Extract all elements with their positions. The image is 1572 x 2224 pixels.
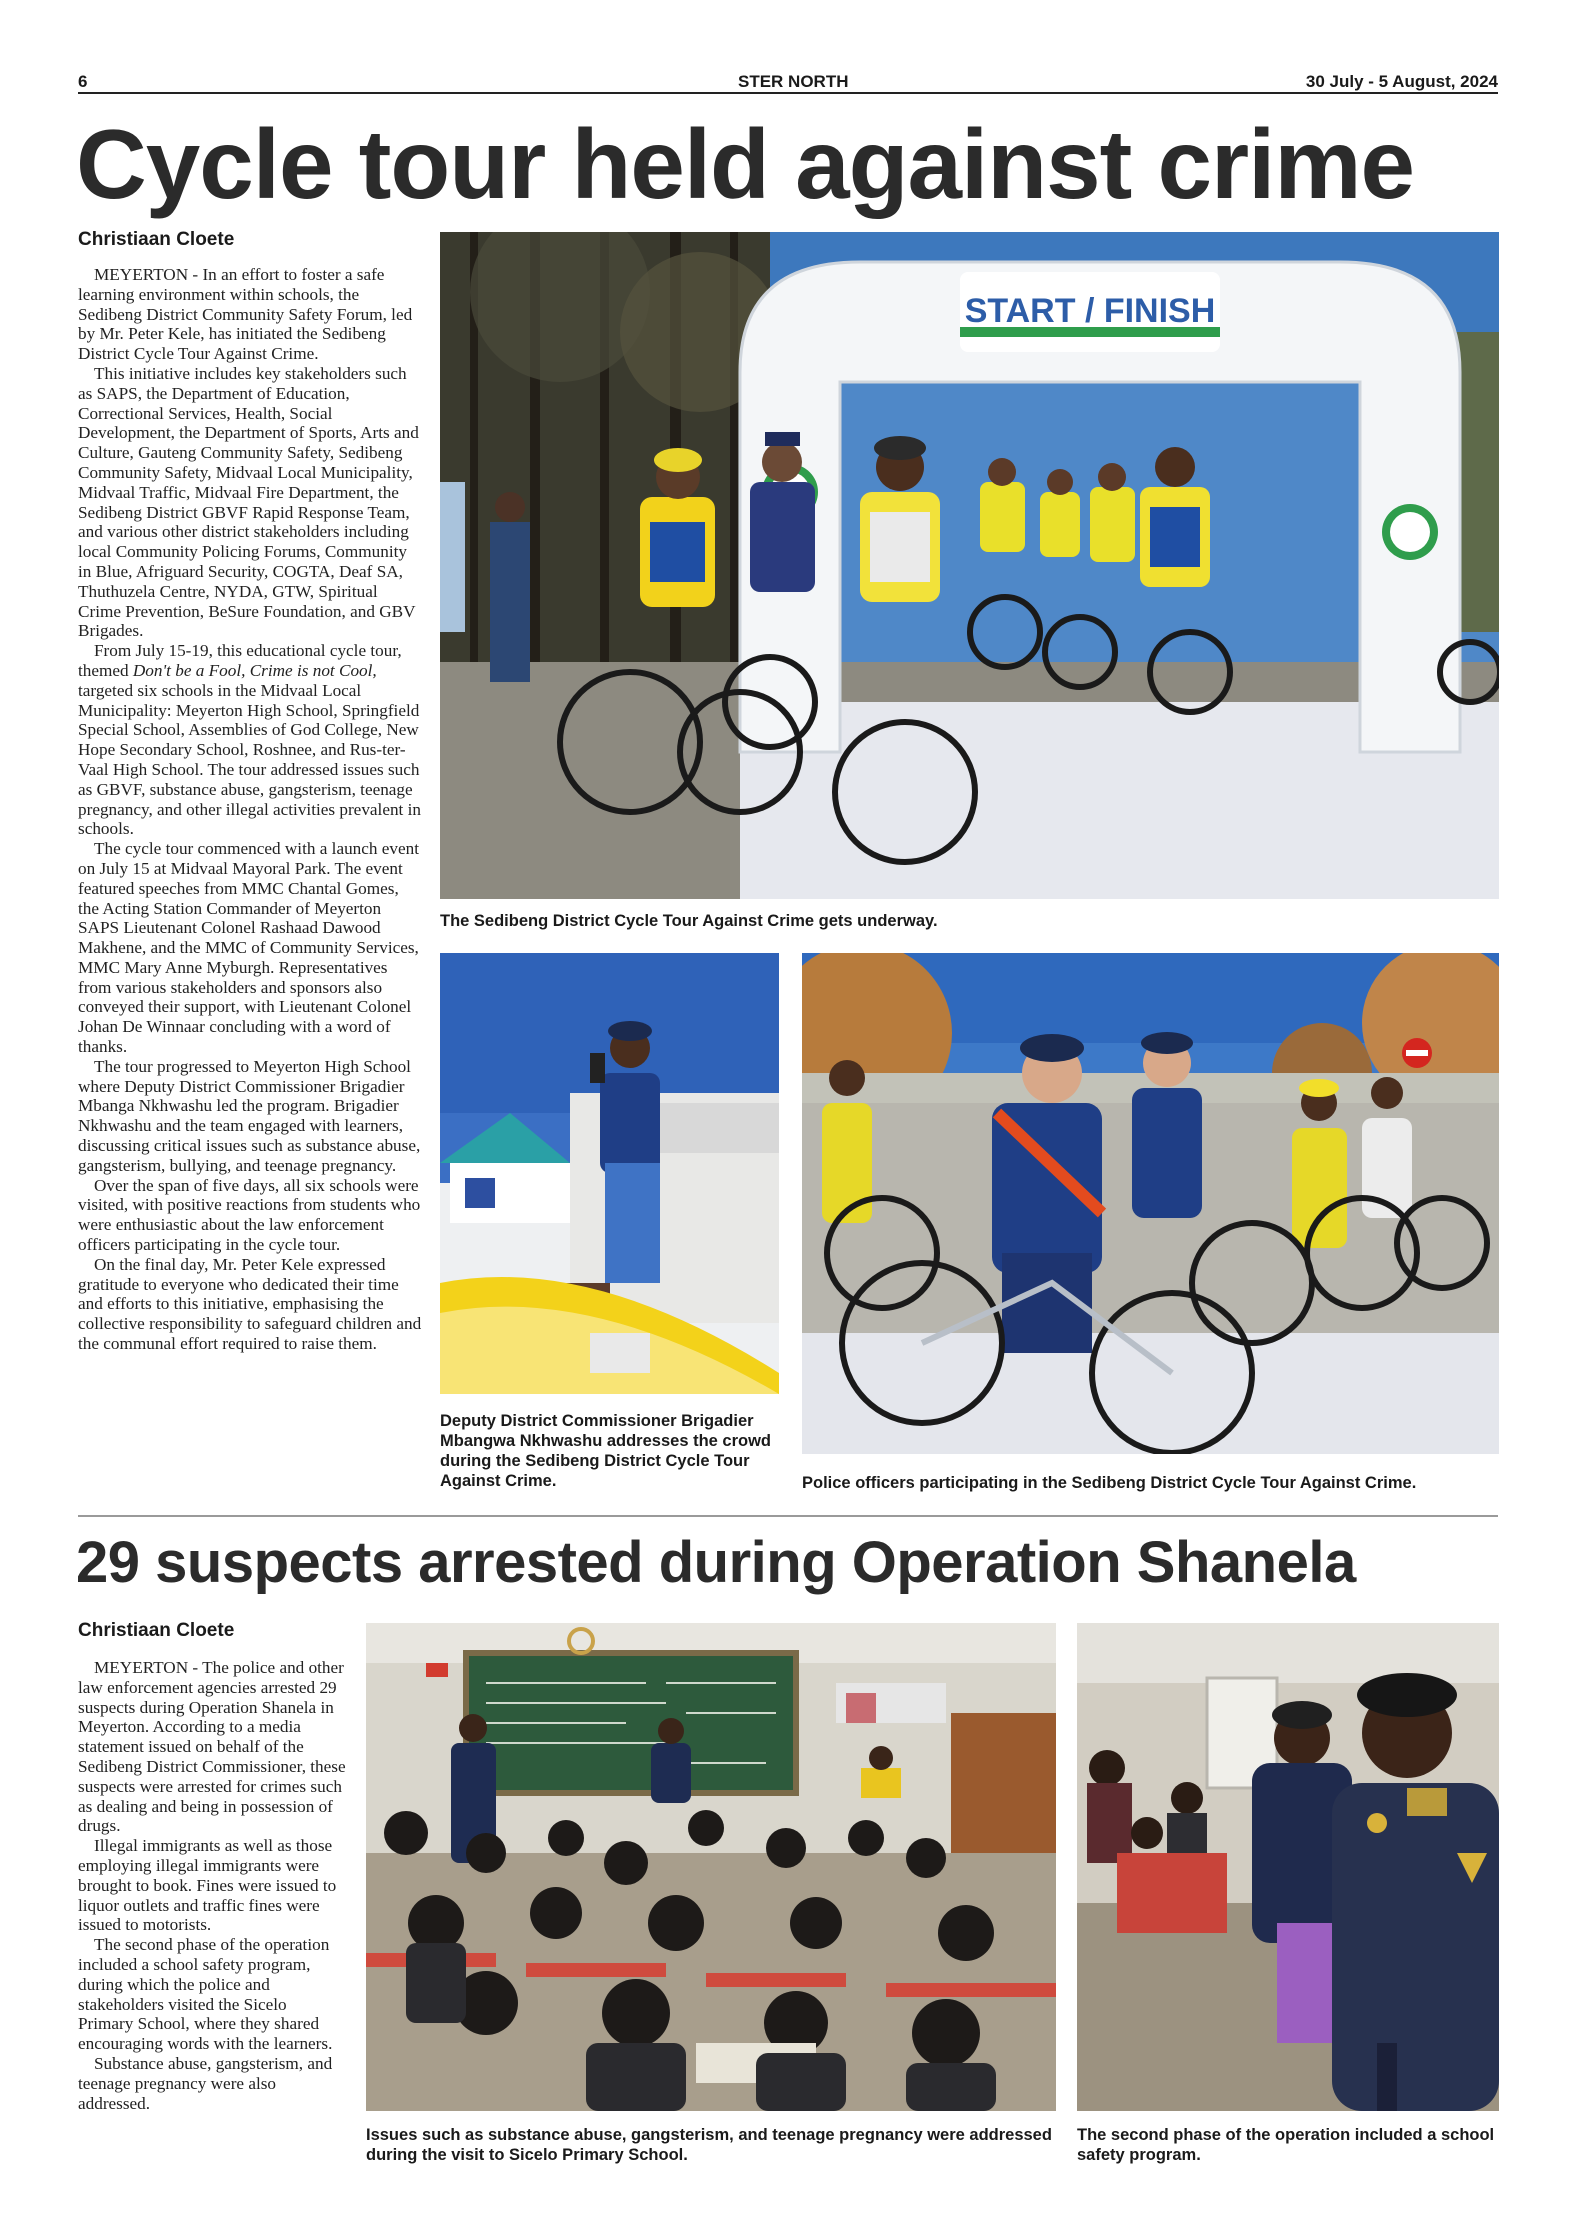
article1-p3-tail: targeted six schools in the Midvaal Local Municipality: Meyerton High School, Springfield Special School, Assemblies of God College, New Hope Secondary School, Roshnee, and Rus-ter-Vaal High School. The tour addressed issues such as GBVF, substance abuse, gangsterism, teenage pregnancy, and other illegal activities prevalent in schools. (78, 680, 421, 839)
tour-theme: Don't be a Fool, Crime is not Cool, (132, 660, 377, 680)
article1-paragraph: The cycle tour commenced with a launch event on July 15 at Midvaal Mayoral Park. The event featured speeches from MMC Chantal Gomes, the Acting Station Commander of Meyerton SAPS Lieutenant Colonel Rashaad Dawood Makhene, and the MMC of Community Services, MMC Mary Anne Myburgh. Representatives from various stakeholders and sponsors also conveyed their support, with Lieutenant Colonel Johan De Winnaar concluding with a word of thanks. (78, 839, 419, 1057)
article1-paragraph: This initiative includes key stakeholders such as SAPS, the Department of Education, Correctional Services, Health, Social Development, the Department of Sports, Arts and Culture, Gauteng Community Safety, Sedibeng Community Safety, Midvaal Local Municipality, Midvaal Traffic, Midvaal Fire Department, the Sedibeng District GBVF Rapid Response Team, and various other district stakeholders including local Community Policing Forums, Community in Blue, Afriguard Security, COGTA, Deaf SA, Thuthuzela Centre, NYDA, GTW, Spiritual Crime Prevention, BeSure Foundation, and GBV Brigades. (78, 363, 419, 641)
article1-paragraph (78, 641, 422, 839)
caption-classroom-photo: Issues such as substance abuse, gangsterism, and teenage pregnancy were addressed during the visit to Sicelo Primary School. (366, 2126, 1052, 2164)
photo-police-officers-cycling (802, 953, 1499, 1454)
article2-paragraph: MEYERTON - The police and other law enforcement agencies arrested 29 suspects during Operation Shanela in Meyerton. According to a media statement issued on behalf of the Sedibeng District Commissioner, these suspects were arrested for crimes such as dealing and being in possession of drugs. (78, 1658, 346, 1836)
photo-classroom-visit (366, 1623, 1056, 2111)
article2-paragraph: The second phase of the operation included a school safety program, during which the police and stakeholders visited the Sicelo Primary School, where they shared encouraging words with the learners. (78, 1935, 333, 2054)
article2-paragraph: Substance abuse, gangsterism, and teenage pregnancy were also addressed. (78, 2053, 333, 2113)
photo-cyclists-start (440, 232, 1499, 899)
article1-p3-lead: From July 15-19, this educational cycle tour, themed (78, 641, 402, 680)
article-divider (78, 1515, 1498, 1517)
caption-right-photo: Police officers participating in the Sedibeng District Cycle Tour Against Crime. (802, 1474, 1417, 1492)
article1-paragraph: The tour progressed to Meyerton High School where Deputy District Commissioner Brigadier Mbanga Nkhwashu led the program. Brigadier Nkhwashu and the team engaged with learners, discussing critical issues such as substance abuse, gangsterism, bullying, and teenage pregnancy. (78, 1056, 421, 1175)
masthead-rule (78, 92, 1498, 94)
article1-byline: Christiaan Cloete (78, 229, 235, 250)
article1-headline: Cycle tour held against crime (76, 109, 1414, 219)
caption-safety-photo: The second phase of the operation included a school safety program. (1077, 2126, 1495, 2164)
caption-left-photo: Deputy District Commissioner Brigadier Mbangwa Nkhwashu addresses the crowd during the Sedibeng District Cycle Tour Against Crime. (440, 1412, 771, 1490)
article1-paragraph: MEYERTON - In an effort to foster a safe learning environment within schools, the Sedibeng District Community Safety Forum, led by Mr. Peter Kele, has initiated the Sedibeng District Cycle Tour Against Crime. (78, 265, 413, 364)
article2-byline: Christiaan Cloete (78, 1620, 235, 1641)
issue-date: 30 July - 5 August, 2024 (1305, 72, 1498, 91)
article1-paragraph: On the final day, Mr. Peter Kele expressed gratitude to everyone who dedicated their time and efforts to this initiative, emphasising the collective responsibility to safeguard children and the communal effort required to raise them. (78, 1254, 422, 1354)
article2-body (78, 1658, 346, 2113)
article2-headline: 29 suspects arrested during Operation Shanela (76, 1530, 1356, 1595)
article1-paragraph: Over the span of five days, all six schools were visited, with positive reactions from students who were enthusiastic about the law enforcement officers participating in the cycle tour. (78, 1175, 421, 1255)
publication-name: STER NORTH (738, 72, 849, 91)
arch-banner-text: START / FINISH (964, 292, 1216, 330)
article2-paragraph: Illegal immigrants as well as those employing illegal immigrants were brought to book. Fines were issued to liquor outlets and traffic fines were issued to motorists. (78, 1836, 337, 1935)
photo-school-safety-program (1077, 1623, 1499, 2111)
article1-body (78, 265, 422, 1354)
photo-brigadier-speech (440, 953, 779, 1394)
page-number: 6 (78, 72, 88, 91)
caption-main-photo: The Sedibeng District Cycle Tour Against Crime gets underway. (440, 912, 938, 930)
